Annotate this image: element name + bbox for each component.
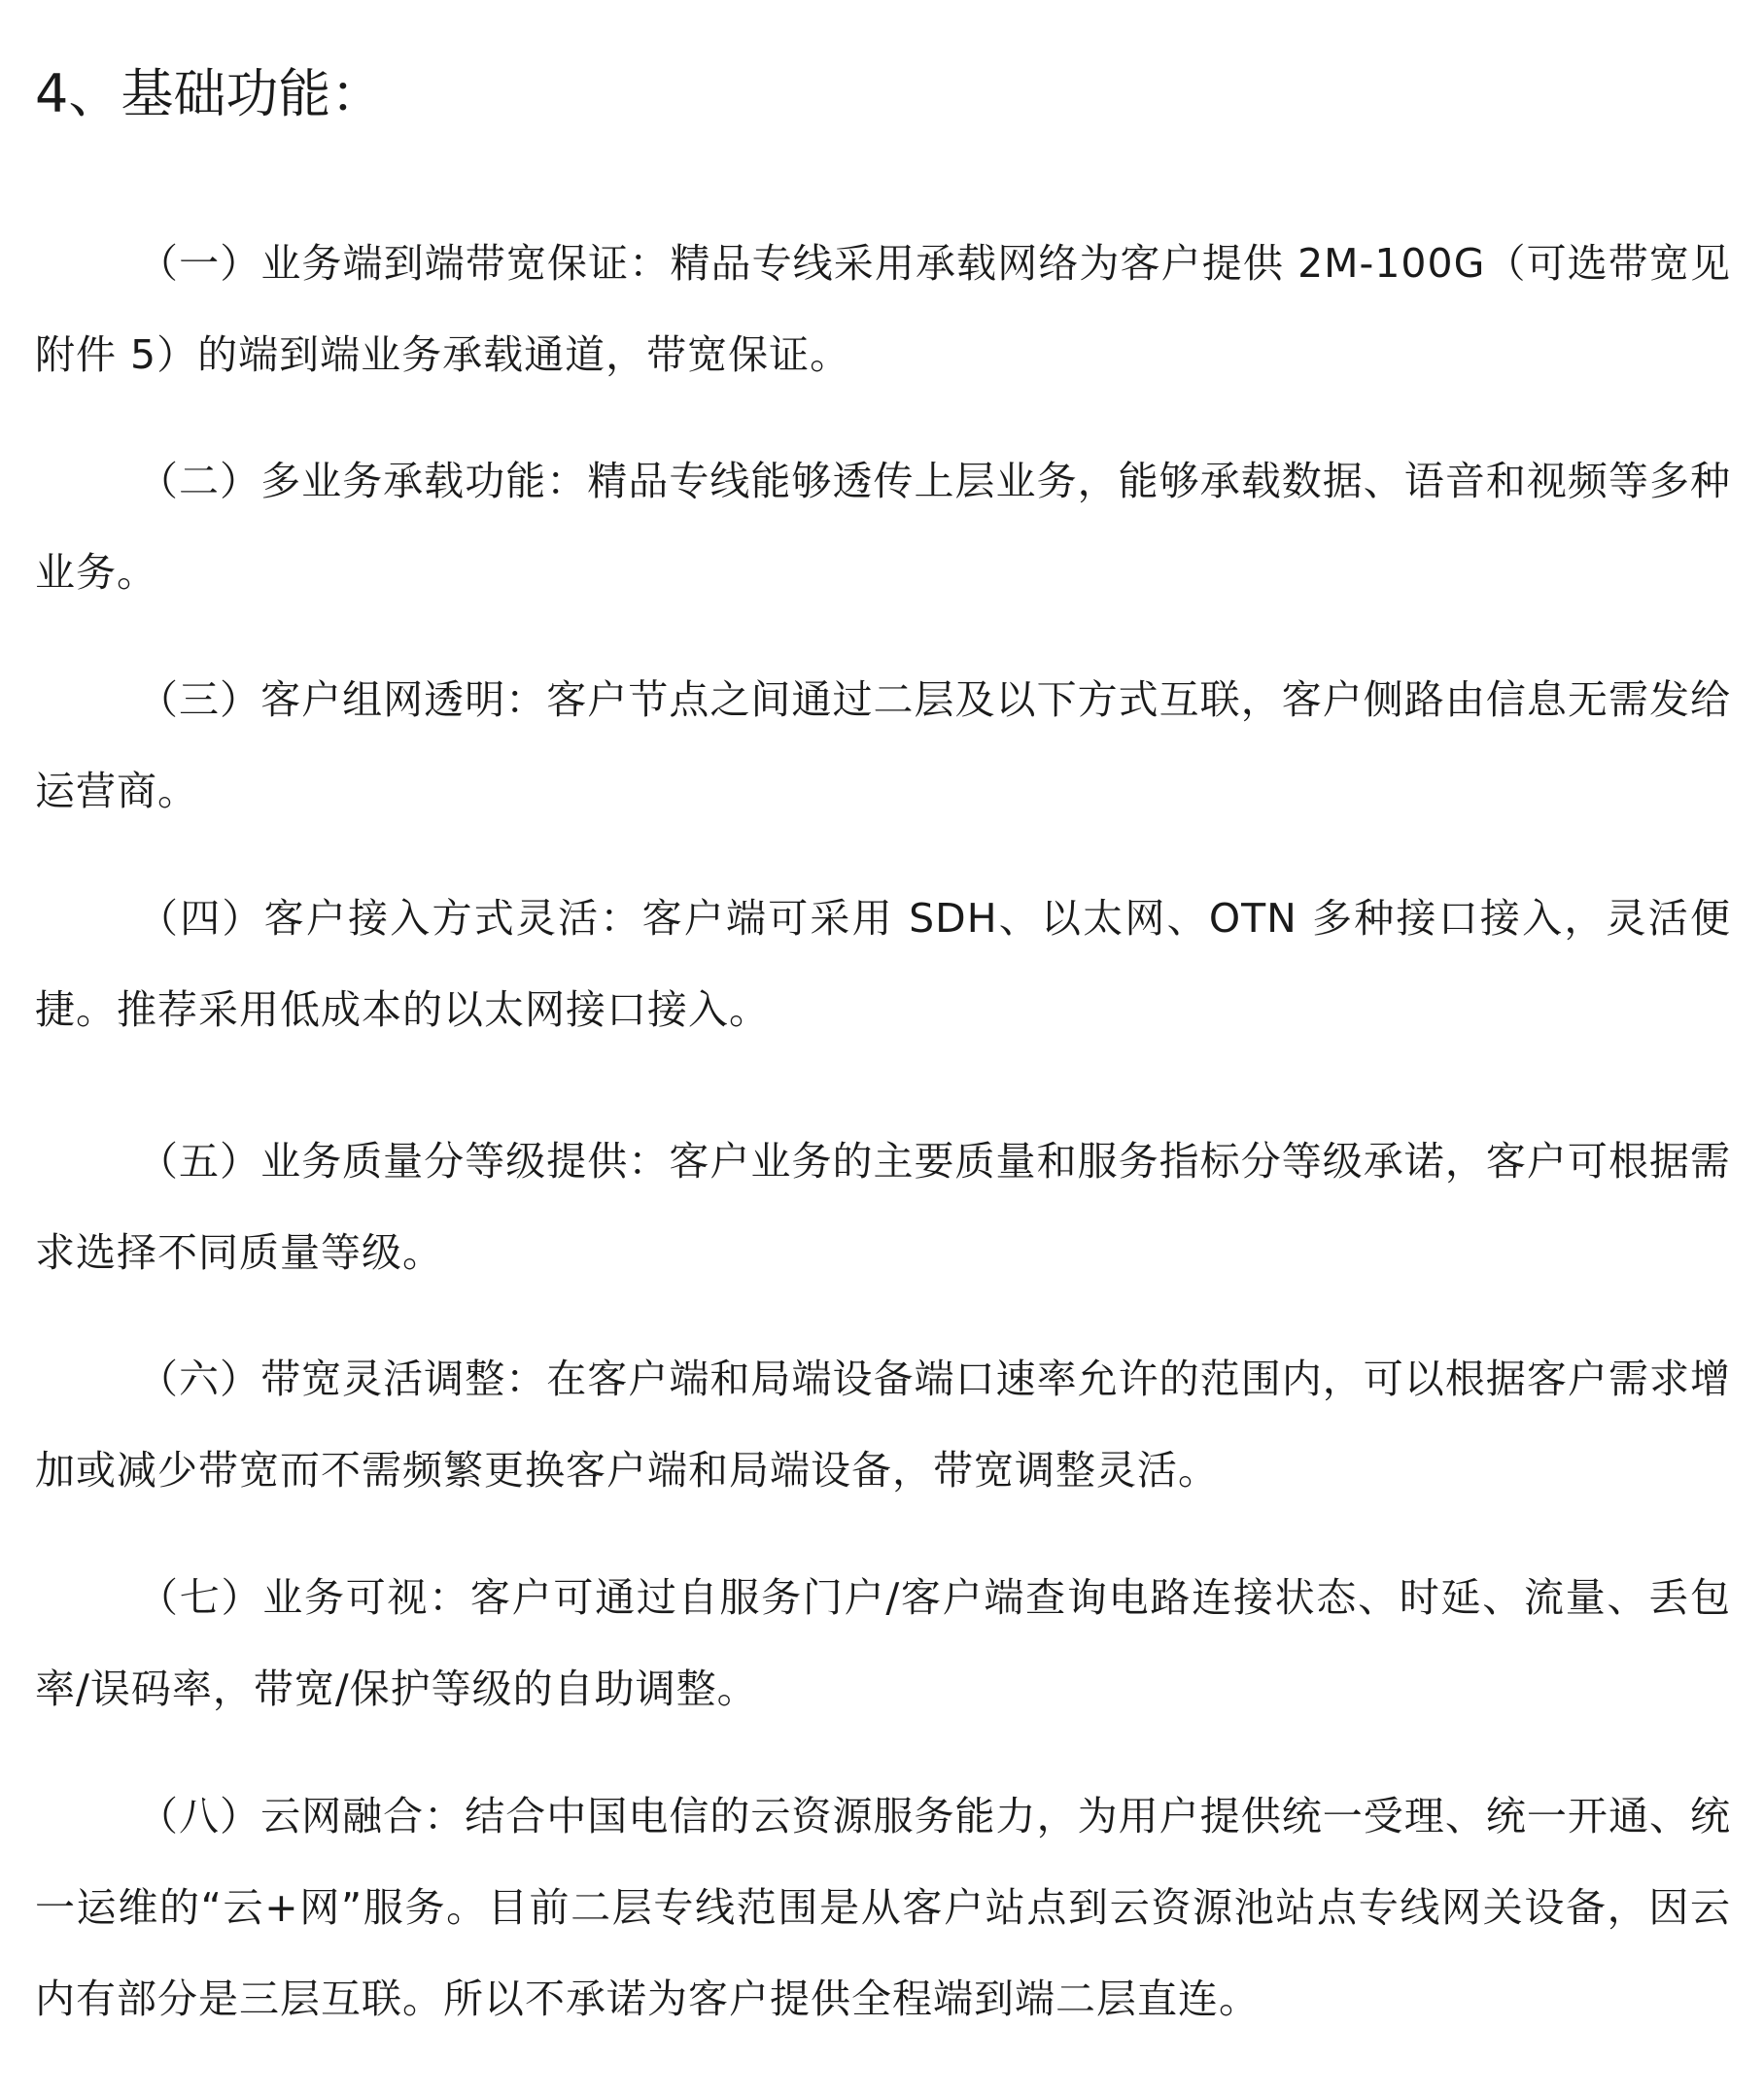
feature-paragraph-flexible-access: （四）客户接入方式灵活：客户端可采用 SDH、以太网、OTN 多种接口接入，灵活便捷。推荐采用低成本的以太网接口接入。 [35,895,1731,1033]
feature-paragraph-service-visibility: （七）业务可视：客户可通过自服务门户/客户端查询电路连接状态、时延、流量、丢包率/误码率，带宽/保护等级的自助调整。 [35,1574,1731,1712]
feature-paragraph-multi-service: （二）多业务承载功能：精品专线能够透传上层业务，能够承载数据、语音和视频等多种业务。 [35,458,1731,596]
feature-paragraph-bandwidth-adjustment: （六）带宽灵活调整：在客户端和局端设备端口速率允许的范围内，可以根据客户需求增加或减少带宽而不需频繁更换客户端和局端设备，带宽调整灵活。 [35,1356,1731,1494]
feature-paragraph-cloud-network: （八）云网融合：结合中国电信的云资源服务能力，为用户提供统一受理、统一开通、统一运维的“云+网”服务。目前二层专线范围是从客户站点到云资源池站点专线网关设备，因云内有部分是三层互联。所以不承诺为客户提供全程端到端二层直连。 [35,1793,1731,2022]
feature-paragraph-bandwidth-guarantee: （一）业务端到端带宽保证：精品专线采用承载网络为客户提供 2M-100G（可选带宽见附件 5）的端到端业务承载通道，带宽保证。 [35,240,1731,378]
feature-paragraph-quality-grades: （五）业务质量分等级提供：客户业务的主要质量和服务指标分等级承诺，客户可根据需求选择不同质量等级。 [35,1138,1731,1276]
section-heading: 4、基础功能： [35,63,384,124]
feature-paragraph-transparent-networking: （三）客户组网透明：客户节点之间通过二层及以下方式互联，客户侧路由信息无需发给运营商。 [35,676,1731,814]
